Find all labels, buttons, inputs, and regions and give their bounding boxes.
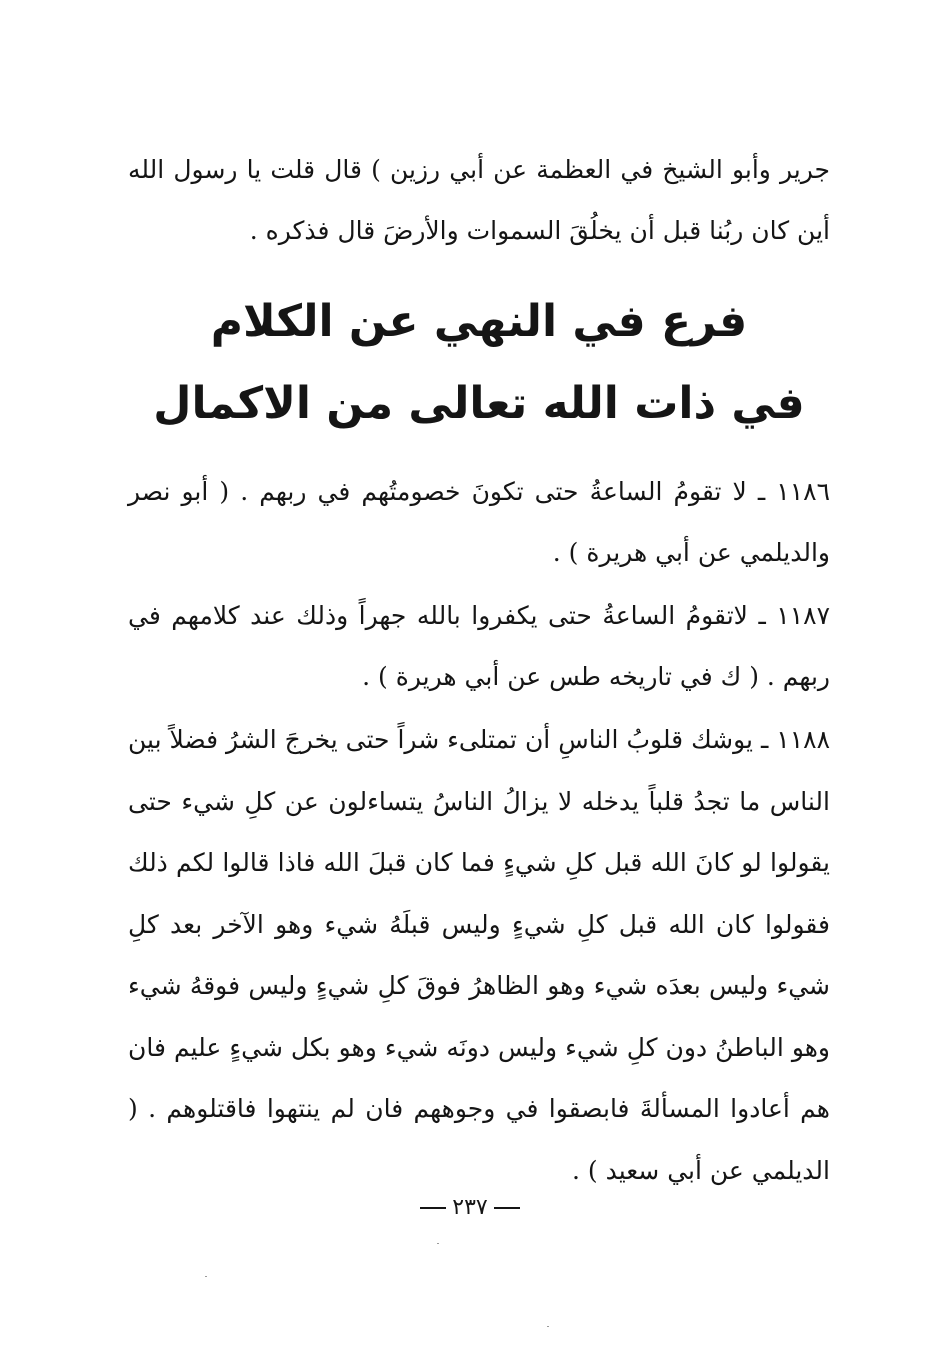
hadith-text: لا تقومُ الساعةُ حتى تكونَ خصومتُهم في ربهم . ( أبو نصر والديلمي عن أبي هريرة ) . <box>128 477 830 567</box>
hadith-text: يوشك قلوبُ الناسِ أن تمتلىء شراً حتى يخرجَ الشرُ فضلاً بين الناس ما تجدُ قلباً يدخله لا يزالُ الناسُ يتساءلون عن كلِ شيء حتى يقولوا لو كانَ الله قبل كلِ شيءٍ فما كان قبلَ الله فاذا قالوا لكم ذلك فقولوا كان الله قبل كلِ شيءٍ وليس قبلَهُ شيء وهو الآخر بعد كلِ شيء وليس بعدَه شيء وهو الظاهرُ فوقَ كلِ شيءٍ وليس فوقهُ شيء وهو الباطنُ دون كلِ شيء وليس دونَه شيء وهو بكل شيءٍ عليم فان هم أعادوا المسألةَ فابصقوا في وجوههم فان لم ينتهوا فاقتلوهم . ( الديلمي عن أبي سعيد ) . <box>128 725 830 1185</box>
hadith-text: لاتقومُ الساعةُ حتى يكفروا بالله جهراً وذلك عند كلامهم في ربهم . ( ك في تاريخه طس عن أبي هريرة ) . <box>128 601 830 691</box>
scan-speck <box>547 1326 549 1327</box>
intro-paragraph: جرير وأبو الشيخ في العظمة عن أبي رزين ) قال قلت يا رسول الله أين كان ربُنا قبل أن يخلُقَ السموات والأرضَ قال فذكره . <box>128 155 830 245</box>
page-number-dash <box>420 1207 446 1209</box>
page-number-value: ٢٣٧ <box>452 1195 488 1220</box>
page-number-dash <box>494 1207 520 1209</box>
hadith-number: ١١٨٨ ـ <box>760 725 830 754</box>
section-heading-line-2: في ذات الله تعالى من الاكمال <box>153 378 805 429</box>
hadith-number: ١١٨٧ ـ <box>758 601 830 630</box>
hadith-1186 <box>128 461 830 583</box>
scan-speck <box>437 1243 439 1244</box>
hadith-1188 <box>128 709 830 1201</box>
hadith-1187 <box>128 585 830 707</box>
hadith-number: ١١٨٦ ـ <box>757 477 830 506</box>
page-number <box>0 1193 940 1223</box>
scan-speck <box>205 1276 207 1277</box>
section-heading-line-1: فرع في النهي عن الكلام <box>210 296 748 347</box>
